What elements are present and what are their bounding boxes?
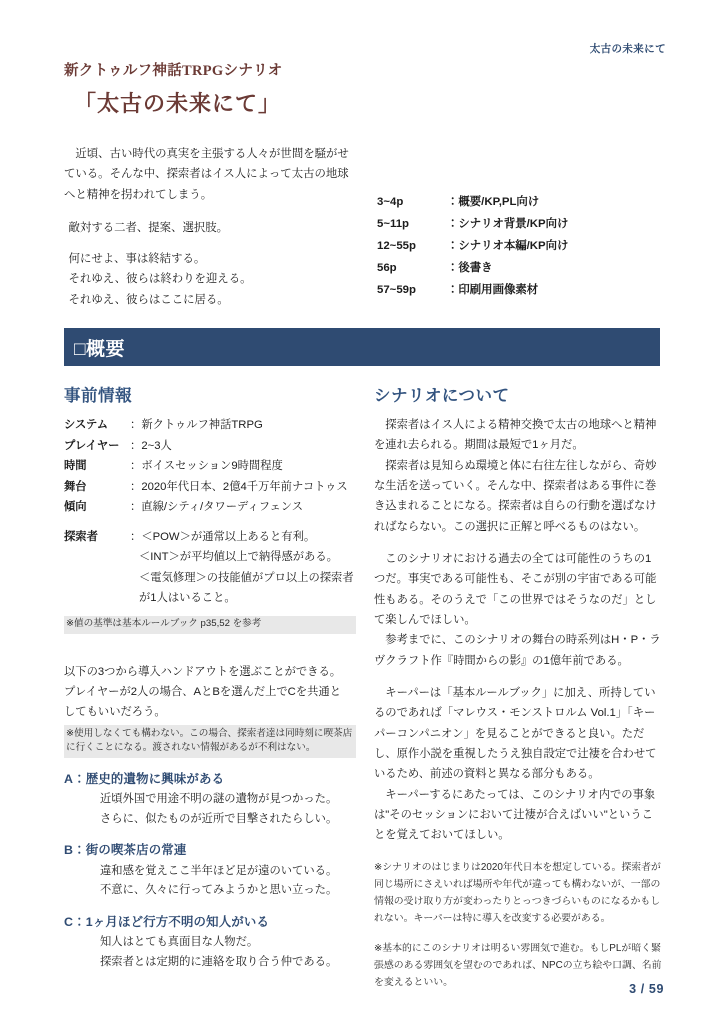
prior-info-list <box>64 415 356 634</box>
scenario-paragraph: キーパーするにあたっては、このシナリオ内での事象は"そのセッションにおいて辻褄が合えばいい"ということを覚えておいてほしい。 <box>374 788 656 842</box>
intro-text <box>64 144 356 310</box>
info-term: プレイヤー <box>64 439 120 452</box>
info-value: 2020年代日本、2億4千万年前ナコトゥス <box>141 480 348 493</box>
handout-intro-line: 以下の3つから導入ハンドアウトを選ぶことができる。 <box>64 665 342 678</box>
handout-b-title: B：街の喫茶店の常連 <box>64 843 187 858</box>
info-row <box>64 415 356 436</box>
page-index-row <box>377 280 667 302</box>
page-index-pages: 3~4p <box>377 196 404 208</box>
document-title: 「太古の未来にて」 <box>74 90 282 116</box>
info-value: 新クトゥルフ神話TRPG <box>141 419 263 431</box>
info-term: 時間 <box>64 460 87 473</box>
page-index-pages: 5~11p <box>377 217 409 230</box>
intro-stanza-2-line-3: それゆえ、彼らはここに居る。 <box>68 293 229 306</box>
handout-optional-note: ※使用しなくても構わない。この場合、探索者達は同時刻に喫茶店に行くことになる。渡されない情報があるが不利はない。 <box>64 725 356 758</box>
handout-c-title: C：1ヶ月ほど行方不明の知人がいる <box>64 914 270 929</box>
info-colon: ： <box>130 460 142 473</box>
page-index-row <box>377 258 667 280</box>
right-column-heading: シナリオについて <box>374 387 510 405</box>
info-term: システム <box>64 419 109 431</box>
intro-stanza-2 <box>64 249 356 310</box>
section-banner-label: □概要 <box>74 338 125 360</box>
handout-c-line: 知人はとても真面目な人物だ。 <box>100 936 259 949</box>
scenario-paragraph: 参考までに、このシナリオの舞台の時系列はH・P・ラヴクラフト作『時間からの影』の1億年前である。 <box>374 634 661 667</box>
info-colon: ： <box>130 439 142 452</box>
info-value: ボイスセッション9時間程度 <box>141 460 283 473</box>
investigator-row <box>64 547 356 568</box>
intro-paragraph: 近頃、古い時代の真実を主張する人々が世間を騒がせている。そんな中、探索者はイス人によって太古の地球へと精神を拐われてしまう。 <box>64 148 349 201</box>
investigator-line: が1人はいること。 <box>139 592 236 605</box>
intro-stanza-2-line-2: それゆえ、彼らは終わりを迎える。 <box>68 273 252 286</box>
handout-b-line: 違和感を覚えここ半年ほど足が遠のいている。 <box>100 864 338 877</box>
page-index-row <box>377 214 667 236</box>
handout-c-body <box>100 933 356 972</box>
stat-reference-note: ※値の基準は基本ルールブック p35,52 を参考 <box>64 616 356 634</box>
scenario-note: ※基本的にこのシナリオは明るい雰囲気で進む。もしPLが暗く緊張感のある雰囲気を望むのであれば、NPCの立ち絵や口調、名前を変えるといい。 <box>374 942 662 988</box>
handout-a <box>64 770 356 829</box>
intro-stanza-1: 敵対する二者、提案、選択肢。 <box>68 221 229 234</box>
investigator-line: ＜POW＞が通常以上あると有利。 <box>141 530 316 543</box>
page-index-pages: 12~55p <box>377 239 416 252</box>
page-index-desc: ：印刷用画像素材 <box>447 283 539 296</box>
page-index-row <box>377 192 667 214</box>
info-row <box>64 497 356 518</box>
right-column <box>374 382 662 991</box>
info-row <box>64 477 356 498</box>
section-banner-overview <box>64 328 660 366</box>
info-term: 傾向 <box>64 501 87 514</box>
scenario-paragraph: このシナリオにおける過去の全ては可能性のうちの1つだ。事実である可能性も、そこが別の宇宙である可能性もある。そのうえで「この世界ではそうなのだ」として楽しんでほしい。 <box>374 552 657 626</box>
page-index-desc: ：後書き <box>447 261 493 274</box>
scenario-paragraph: 探索者はイス人による精神交換で太古の地球へと精神を連れ去られる。期間は最短で1ヶ月だ。 <box>374 419 657 452</box>
investigator-row <box>64 527 356 548</box>
info-value: 2~3人 <box>141 439 172 452</box>
scenario-paragraph: 探索者は見知らぬ環境と体に右往左往しながら、奇妙な生活を送っていく。そんな中、探索者はある事件に巻き込まれることになる。探索者は自らの行動を選ばなければならない。この選択に正解と呼べるものはない。 <box>374 459 657 533</box>
investigator-row <box>64 568 356 589</box>
page-index-row <box>377 236 667 258</box>
handout-b <box>64 841 356 900</box>
investigator-colon: ： <box>130 530 142 543</box>
running-header: 太古の未来にて <box>589 43 666 55</box>
handout-a-title: A：歴史的遺物に興味がある <box>64 771 225 786</box>
investigator-line: ＜INT＞が平均値以上で納得感がある。 <box>139 551 338 564</box>
page-index-list <box>377 192 667 301</box>
scenario-note: ※シナリオのはじまりは2020年代日本を想定している。探索者が同じ場所にさえいれば場所や年代が違っても構わないが、一部の情報の受け取り方が変わったりとっつきづらいものになるかもしれない。キーパーは特に導入を改変する必要がある。 <box>374 861 661 924</box>
handout-a-line: 近頃外国で用途不明の謎の遺物が見つかった。 <box>100 793 338 806</box>
info-row <box>64 436 356 457</box>
handout-b-line: 不意に、久々に行ってみようかと思い立った。 <box>100 884 338 897</box>
page-index-desc: ：概要/KP,PL向け <box>447 196 540 208</box>
page-index-desc: ：シナリオ本編/KP向け <box>447 239 569 252</box>
handout-c-line: 探索者とは定期的に連絡を取り合う仲である。 <box>100 955 338 968</box>
handout-b-body <box>100 862 356 901</box>
page-index-desc: ：シナリオ背景/KP向け <box>447 217 569 230</box>
info-colon: ： <box>130 480 142 493</box>
page-index-pages: 56p <box>377 261 397 274</box>
scenario-description <box>374 415 662 991</box>
info-term: 舞台 <box>64 480 87 493</box>
intro-stanza-2-line-1: 何にせよ、事は終結する。 <box>68 253 206 266</box>
handout-intro-line: プレイヤーが2人の場合、AとBを選んだ上でCを共通と <box>64 685 342 698</box>
investigator-line: ＜電気修理＞の技能値がプロ以上の探索者 <box>139 571 354 584</box>
left-column <box>64 382 356 972</box>
title-block <box>64 62 484 117</box>
info-colon: ： <box>130 501 142 514</box>
info-row <box>64 456 356 477</box>
investigator-term: 探索者 <box>64 530 98 543</box>
handout-intro <box>64 662 356 758</box>
document-subtitle: 新クトゥルフ神話TRPGシナリオ <box>64 63 283 79</box>
page-index-pages: 57~59p <box>377 283 416 296</box>
info-value: 直線/シティ/タワーディフェンス <box>141 501 304 514</box>
handout-a-line: さらに、似たものが近所で目撃されたらしい。 <box>100 812 338 825</box>
info-colon: ： <box>130 419 142 431</box>
scenario-paragraph: キーパーは「基本ルールブック」に加え、所持しているのであれば「マレウス・モンストロルム Vol.1」「キーパーコンパニオン」を見ることができると良い。ただし、原作小説を重視したうえ独自設定で辻褄を合わせているため、前述の資料と異なる部分もある。 <box>374 686 657 781</box>
investigator-row <box>64 588 356 609</box>
page-number: 3 / 59 <box>629 982 664 996</box>
handout-c <box>64 913 356 972</box>
left-column-heading: 事前情報 <box>64 387 132 405</box>
handout-intro-line: してもいいだろう。 <box>64 705 166 718</box>
handout-a-body <box>100 790 356 829</box>
